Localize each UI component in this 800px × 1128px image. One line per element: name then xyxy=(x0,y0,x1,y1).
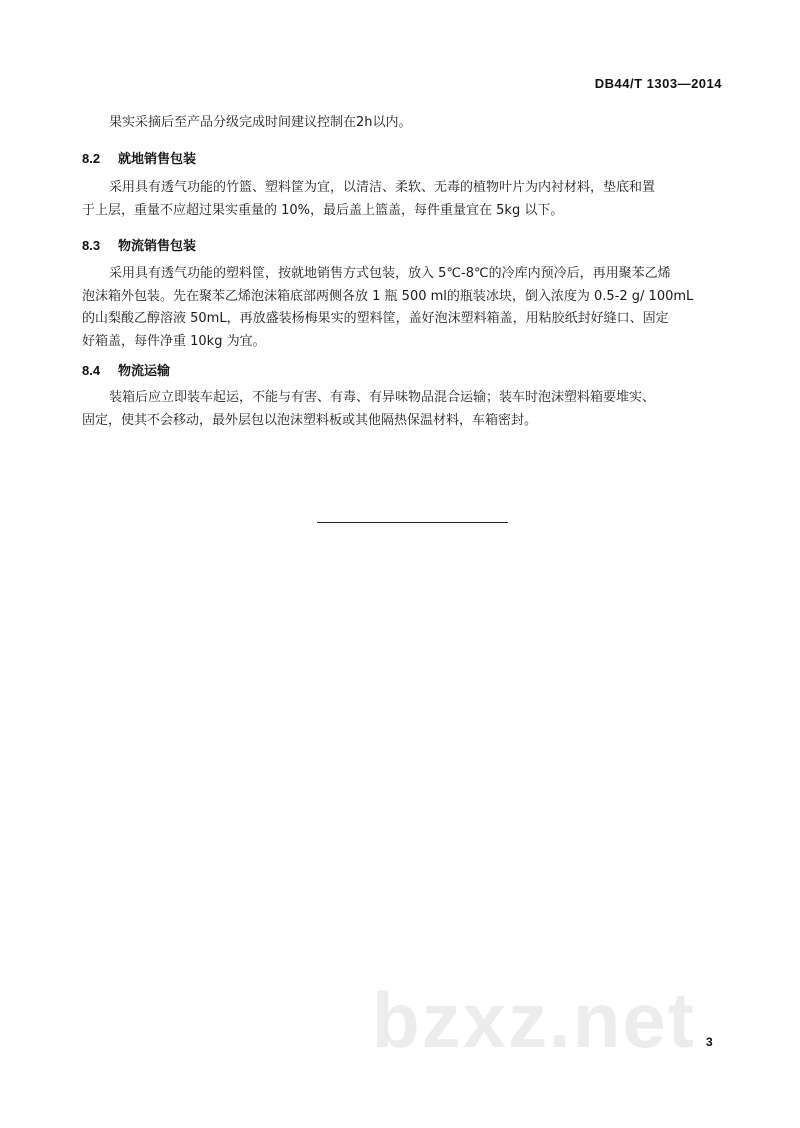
paragraph-line: 好箱盖，每件净重 10kg 为宜。 xyxy=(82,333,266,349)
section-title: 就地销售包装 xyxy=(118,152,197,167)
section-heading-8-3 xyxy=(82,235,196,254)
paragraph-line: 固定，使其不会移动，最外层包以泡沫塑料板或其他隔热保温材料，车箱密封。 xyxy=(82,412,538,428)
end-of-document-rule xyxy=(317,522,508,523)
paragraph-line: 泡沫箱外包装。先在聚苯乙烯泡沫箱底部两侧各放 1 瓶 500 ml的瓶装冰块，倒入浓度为 0.5-2 g/ 100mL xyxy=(82,288,694,304)
section-heading-8-2 xyxy=(82,148,196,167)
section-number: 8.4 xyxy=(82,363,101,378)
paragraph-line: 装箱后应立即装车起运，不能与有害、有毒、有异味物品混合运输；装车时泡沫塑料箱要堆实、 xyxy=(109,390,656,405)
document-code: DB44/T 1303—2014 xyxy=(594,76,722,91)
paragraph-line: 采用具有透气功能的塑料筐，按就地销售方式包装，放入 5℃-8℃的冷库内预冷后，再用聚苯乙烯 xyxy=(109,266,671,281)
section-8-4-paragraph xyxy=(82,387,722,432)
section-number: 8.2 xyxy=(82,151,101,166)
paragraph-line: 的山梨酸乙醇溶液 50mL，再放盛装杨梅果实的塑料筐，盖好泡沫塑料箱盖，用粘胶纸封好缝口、固定 xyxy=(82,311,669,326)
section-title: 物流销售包装 xyxy=(118,239,197,254)
section-heading-8-4 xyxy=(82,360,170,379)
paragraph-line: 果实采摘后至产品分级完成时间建议控制在2h以内。 xyxy=(109,115,412,130)
section-title: 物流运输 xyxy=(118,364,171,379)
page-number: 3 xyxy=(706,1035,713,1049)
paragraph-line: 采用具有透气功能的竹篮、塑料筐为宜，以清洁、柔软、无毒的植物叶片为内衬材料，垫底和置 xyxy=(109,180,656,195)
section-8-2-paragraph xyxy=(82,177,722,222)
watermark: bzxz.net xyxy=(372,976,696,1064)
section-number: 8.3 xyxy=(82,238,101,253)
intro-paragraph xyxy=(82,112,749,135)
paragraph-line: 于上层，重量不应超过果实重量的 10%，最后盖上篮盖，每件重量宜在 5kg 以下。 xyxy=(82,202,564,218)
section-8-3-paragraph xyxy=(82,263,722,353)
